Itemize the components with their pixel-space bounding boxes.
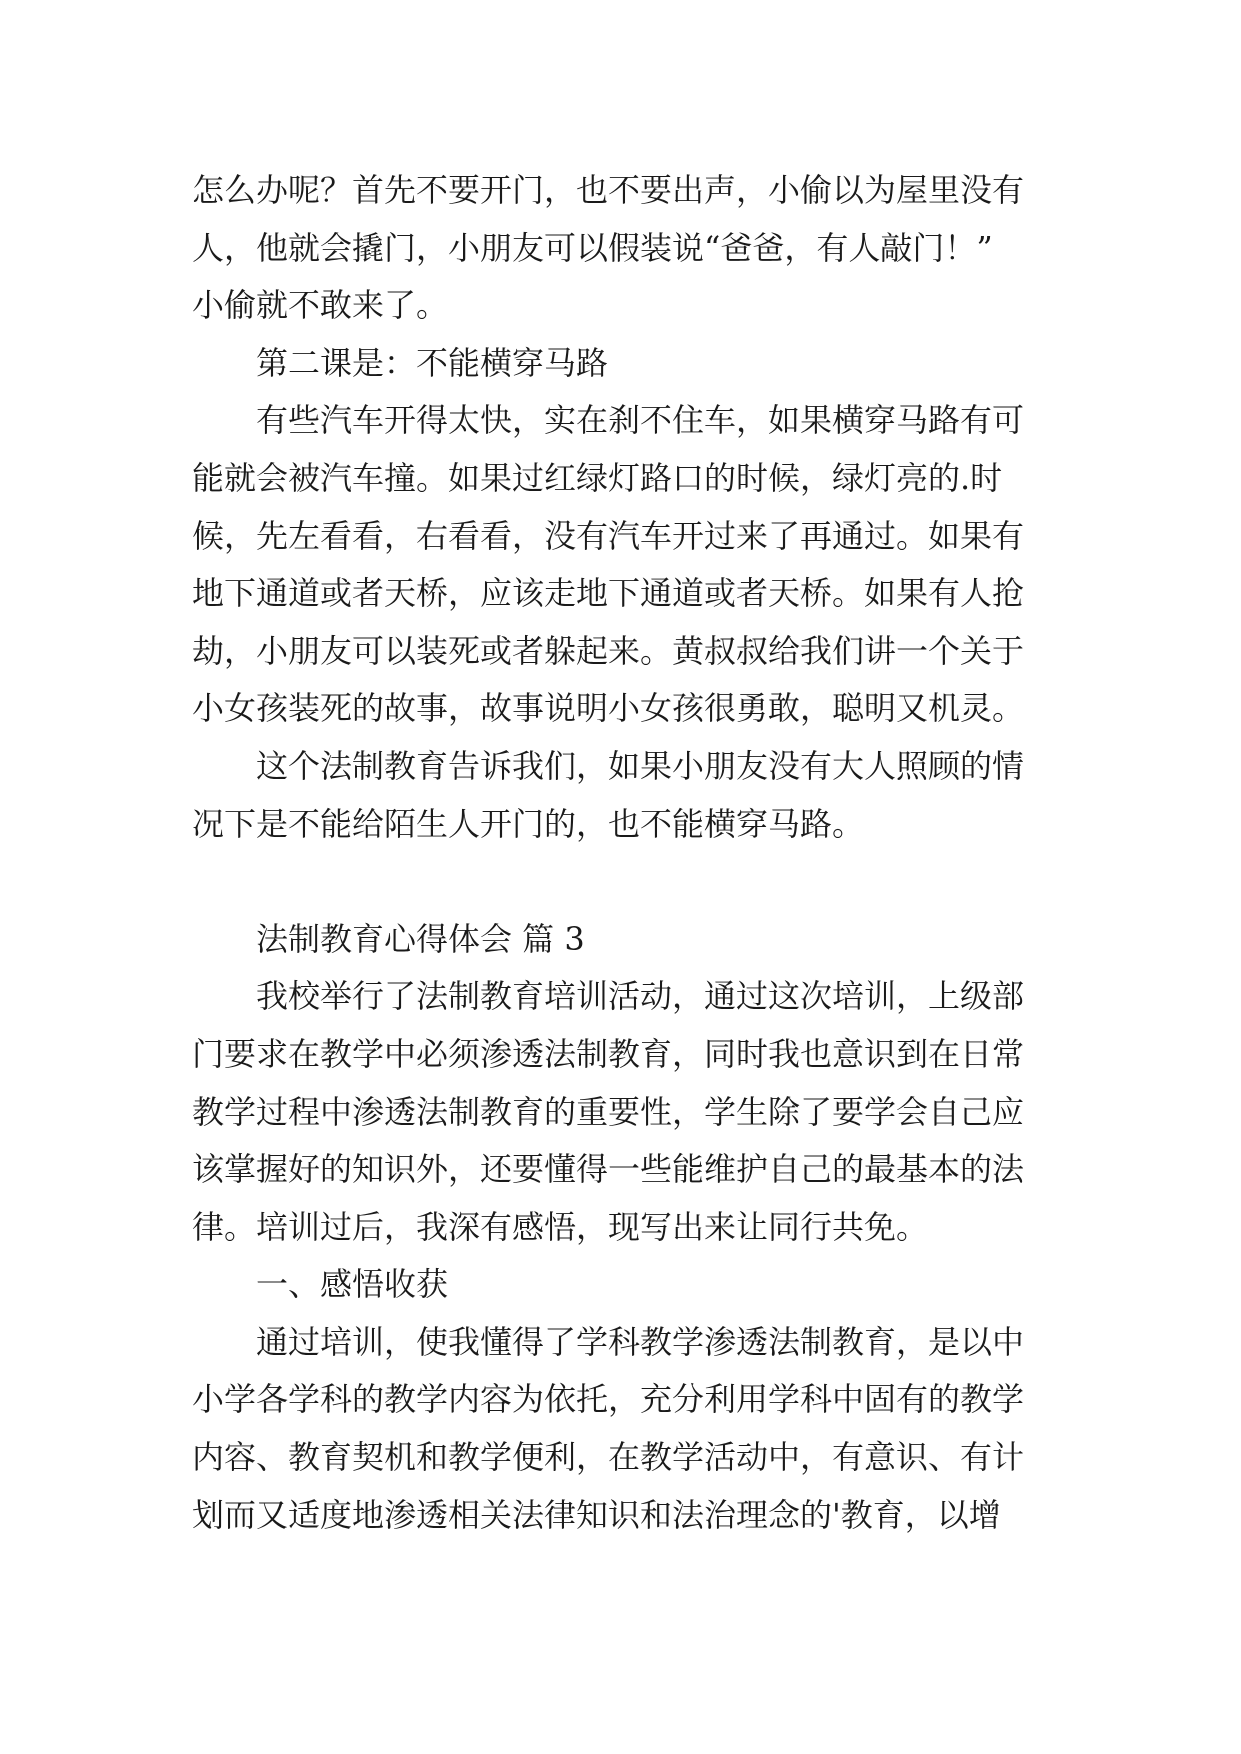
paragraph-line: 通过培训，使我懂得了学科教学渗透法制教育，是以中 [256, 1322, 1025, 1361]
document-body [192, 162, 1072, 1544]
paragraph-line: 有些汽车开得太快，实在刹不住车，如果横穿马路有可 [256, 401, 1025, 440]
section-title: 法制教育心得体会 篇 3 [256, 919, 585, 958]
paragraph-line: 我校举行了法制教育培训活动，通过这次培训，上级部 [256, 977, 1025, 1016]
blank-line [192, 853, 1072, 911]
paragraph-line: 小女孩装死的故事，故事说明小女孩很勇敢，聪明又机灵。 [192, 689, 1025, 728]
paragraph-line: 劫，小朋友可以装死或者躲起来。黄叔叔给我们讲一个关于 [192, 631, 1025, 670]
paragraph-line: 这个法制教育告诉我们，如果小朋友没有大人照顾的情 [256, 746, 1025, 785]
paragraph-line: 人，他就会撬门，小朋友可以假装说“爸爸，有人敲门！” [192, 228, 993, 267]
paragraph-line: 划而又适度地渗透相关法律知识和法治理念的'教育，以增 [192, 1495, 1001, 1534]
paragraph-line: 况下是不能给陌生人开门的，也不能横穿马路。 [192, 804, 865, 843]
subsection-heading: 一、感悟收获 [256, 1265, 449, 1304]
paragraph-line: 内容、教育契机和教学便利，在教学活动中，有意识、有计 [192, 1438, 1025, 1477]
paragraph-line: 门要求在教学中必须渗透法制教育，同时我也意识到在日常 [192, 1034, 1025, 1073]
paragraph-line: 小偷就不敢来了。 [192, 286, 449, 325]
paragraph-line: 地下通道或者天桥，应该走地下通道或者天桥。如果有人抢 [192, 574, 1025, 613]
paragraph-line: 该掌握好的知识外，还要懂得一些能维护自己的最基本的法 [192, 1150, 1025, 1189]
paragraph-line: 怎么办呢？首先不要开门，也不要出声，小偷以为屋里没有 [192, 171, 1025, 209]
paragraph-line: 候，先左看看，右看看，没有汽车开过来了再通过。如果有 [192, 516, 1025, 555]
lesson-heading: 第二课是：不能横穿马路 [256, 343, 609, 382]
paragraph-line: 教学过程中渗透法制教育的重要性，学生除了要学会自己应 [192, 1092, 1025, 1131]
paragraph-line: 能就会被汽车撞。如果过红绿灯路口的时候，绿灯亮的.时 [192, 458, 1003, 497]
paragraph-line: 小学各学科的教学内容为依托，充分利用学科中固有的教学 [192, 1380, 1025, 1419]
paragraph-line: 律。培训过后，我深有感悟，现写出来让同行共免。 [192, 1207, 929, 1246]
